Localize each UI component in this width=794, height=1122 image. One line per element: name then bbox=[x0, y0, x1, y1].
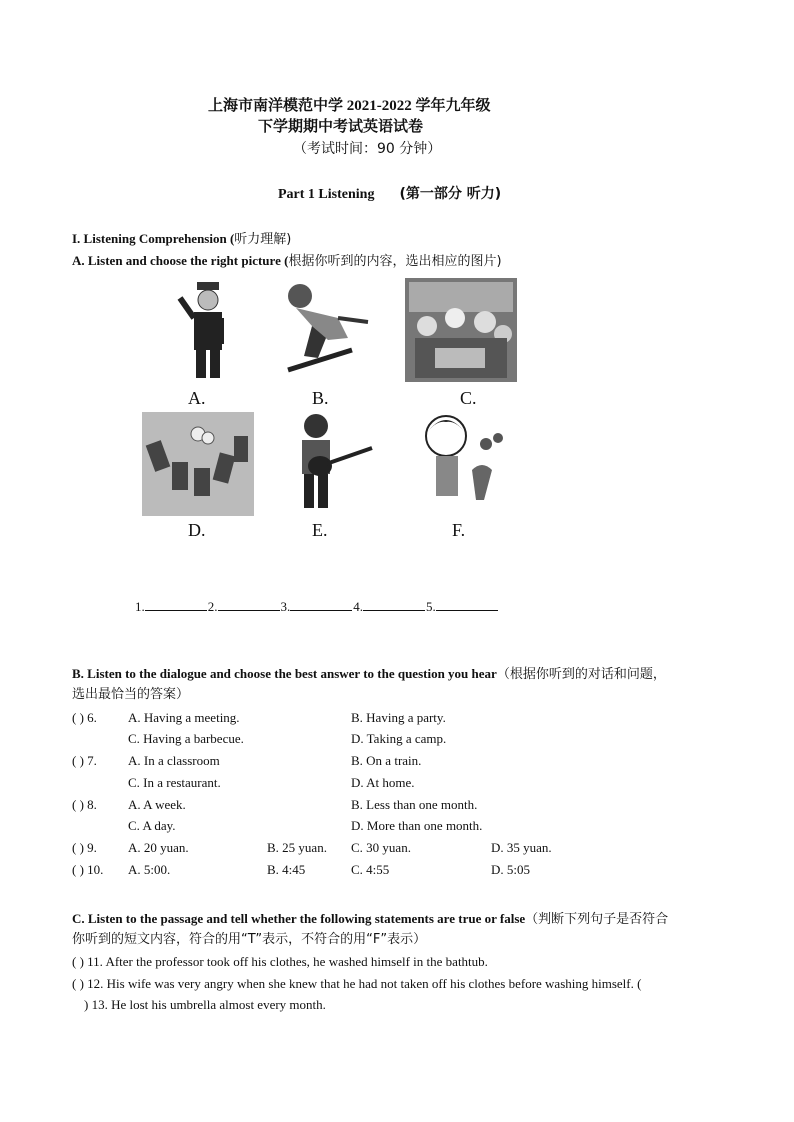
question-9-option-d: D. 35 yuan. bbox=[491, 840, 552, 855]
statement-11: ( ) 11. After the professor took off his clothes, he washed himself in the bathtub. bbox=[72, 954, 488, 969]
blank-label-1: 1. bbox=[135, 599, 145, 614]
question-10-option-c: C. 4:55 bbox=[351, 862, 390, 877]
exam-time-note: （考试时间：90 分钟） bbox=[293, 141, 442, 157]
section-a-heading-en: A. Listen and choose the right picture ( bbox=[72, 253, 289, 268]
blank-label-4: 4. bbox=[353, 599, 363, 614]
question-8-option-c: C. A day. bbox=[128, 818, 176, 833]
section-c-heading-cn: （判断下列句子是否符合 bbox=[525, 912, 669, 927]
part-heading-en: Part 1 Listening bbox=[278, 187, 375, 202]
question-7-option-c: C. In a restaurant. bbox=[128, 775, 221, 790]
hands-holding-phones-icon bbox=[142, 412, 254, 516]
question-10-number: ( ) 10. bbox=[72, 862, 104, 877]
blank-1[interactable] bbox=[145, 598, 207, 611]
section-1-heading-cn: 听力理解) bbox=[234, 232, 292, 247]
picture-label-f: F. bbox=[452, 520, 466, 540]
question-8-option-b: B. Less than one month. bbox=[351, 797, 478, 812]
section-c-heading-cn-line2: 你听到的短文内容，符合的用“T”表示，不符合的用“F”表示） bbox=[72, 932, 427, 947]
statement-13: ) 13. He lost his umbrella almost every month. bbox=[84, 997, 326, 1012]
answer-blanks bbox=[135, 598, 499, 615]
section-c-heading-en: C. Listen to the passage and tell whether the following statements are true or false bbox=[72, 911, 526, 926]
boy-playing-guitar-icon bbox=[280, 410, 392, 514]
question-9-option-c: C. 30 yuan. bbox=[351, 840, 411, 855]
question-7-option-a: A. In a classroom bbox=[128, 753, 220, 768]
exam-title-line2: 下学期期中考试英语试卷 bbox=[258, 119, 424, 135]
question-7-option-b: B. On a train. bbox=[351, 753, 422, 768]
picture-label-a: A. bbox=[188, 388, 206, 408]
question-10-option-b: B. 4:45 bbox=[267, 862, 306, 877]
question-6-option-c: C. Having a barbecue. bbox=[128, 731, 244, 746]
exam-title-line1: 上海市南洋模范中学 2021-2022 学年九年级 bbox=[208, 98, 491, 114]
part-heading-cn: (第一部分 听力) bbox=[399, 186, 502, 202]
blank-label-3: 3. bbox=[280, 599, 291, 614]
question-6-number: ( ) 6. bbox=[72, 710, 97, 725]
section-c-heading bbox=[72, 908, 668, 927]
question-6-option-a: A. Having a meeting. bbox=[128, 710, 240, 725]
section-b-heading-en: B. Listen to the dialogue and choose the best answer to the question you hear bbox=[72, 666, 497, 681]
blank-label-5: 5. bbox=[426, 599, 436, 614]
blank-5[interactable] bbox=[436, 598, 498, 611]
snowboarder-icon bbox=[268, 278, 380, 382]
question-10-option-d: D. 5:05 bbox=[491, 862, 530, 877]
question-7-number: ( ) 7. bbox=[72, 753, 97, 768]
section-a-heading-cn: 根据你听到的内容，选出相应的图片) bbox=[288, 254, 502, 269]
section-b-heading-cn-line2: 选出最恰当的答案） bbox=[72, 687, 190, 702]
question-8-number: ( ) 8. bbox=[72, 797, 97, 812]
picture-label-b: B. bbox=[312, 388, 329, 408]
section-a-heading bbox=[72, 250, 502, 269]
statement-12: ( ) 12. His wife was very angry when she knew that he had not taken off his clothes before washing himself. ( bbox=[72, 976, 642, 991]
blank-4[interactable] bbox=[363, 598, 425, 611]
question-9-option-a: A. 20 yuan. bbox=[128, 840, 189, 855]
part-heading bbox=[278, 183, 501, 203]
question-6-option-b: B. Having a party. bbox=[351, 710, 446, 725]
question-7-option-d: D. At home. bbox=[351, 775, 415, 790]
picture-label-c: C. bbox=[460, 388, 477, 408]
section-b-heading bbox=[72, 663, 666, 682]
blank-label-2: 2. bbox=[207, 599, 218, 614]
question-9-number: ( ) 9. bbox=[72, 840, 97, 855]
question-10-option-a: A. 5:00. bbox=[128, 862, 171, 877]
section-b-heading-cn: （根据你听到的对话和问题， bbox=[496, 667, 666, 682]
family-dinner-photo-icon bbox=[405, 278, 517, 382]
picture-label-e: E. bbox=[312, 520, 328, 540]
question-6-option-d: D. Taking a camp. bbox=[351, 731, 447, 746]
section-1-heading-en: I. Listening Comprehension ( bbox=[72, 231, 235, 246]
picture-label-d: D. bbox=[188, 520, 206, 540]
police-officer-saluting-icon bbox=[150, 278, 262, 382]
blank-2[interactable] bbox=[218, 598, 280, 611]
question-9-option-b: B. 25 yuan. bbox=[267, 840, 327, 855]
question-8-option-a: A. A week. bbox=[128, 797, 186, 812]
section-1-heading bbox=[72, 228, 291, 247]
girl-with-hearts-icon bbox=[412, 410, 524, 514]
blank-3[interactable] bbox=[290, 598, 352, 611]
question-8-option-d: D. More than one month. bbox=[351, 818, 483, 833]
